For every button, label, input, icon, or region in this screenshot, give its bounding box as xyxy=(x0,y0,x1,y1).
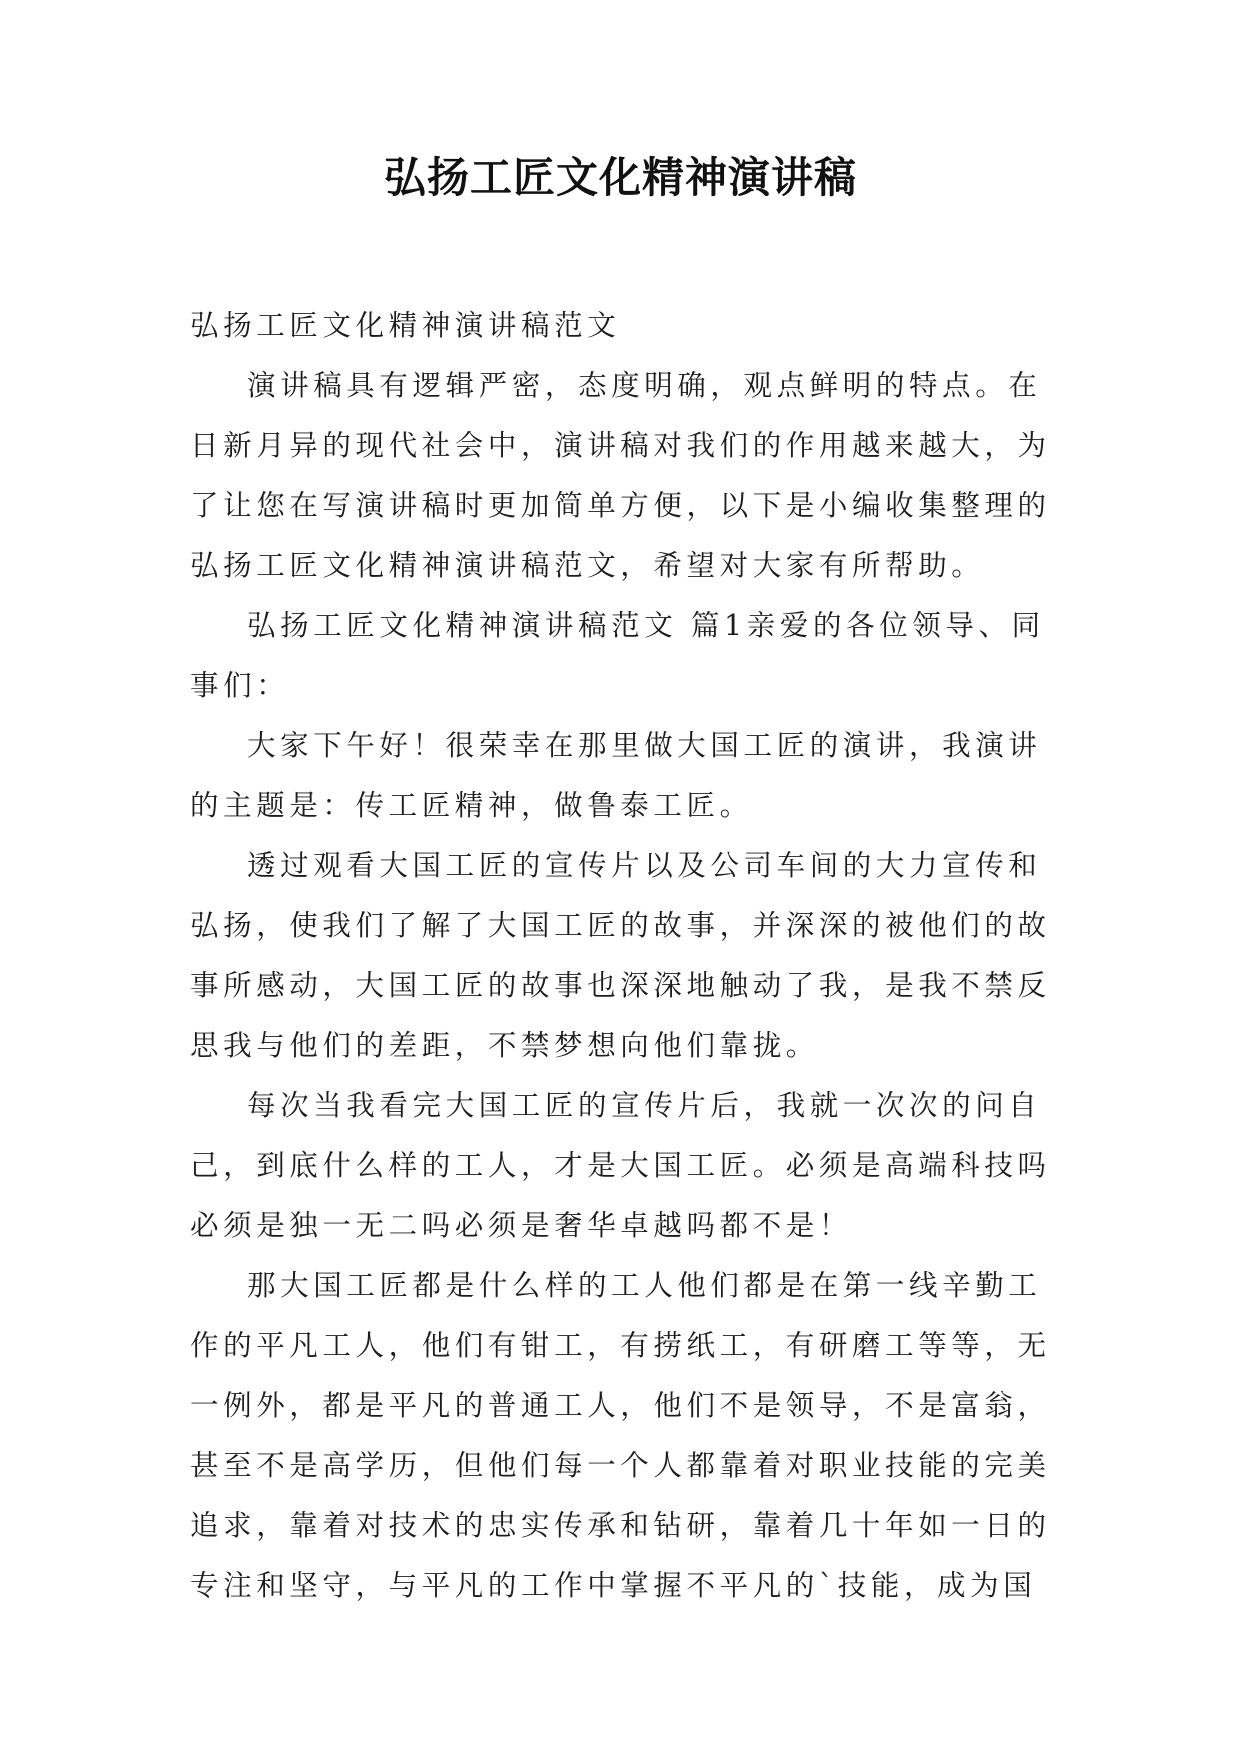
body-paragraph: 那大国工匠都是什么样的工人他们都是在第一线辛勤工作的平凡工人，他们有钳工，有捞纸工，有研磨工等等，无一例外，都是平凡的普通工人，他们不是领导，不是富翁，甚至不是高学历，但他们每一个人都靠着对职业技能的完美追求，靠着对技术的忠实传承和钻研，靠着几十年如一日的专注和坚守，与平凡的工作中掌握不平凡的`技能，成为国 xyxy=(190,1269,1051,1602)
subtitle-paragraph: 弘扬工匠文化精神演讲稿范文 xyxy=(190,309,621,342)
document-title: 弘扬工匠文化精神演讲稿 xyxy=(383,153,857,202)
intro-paragraph: 演讲稿具有逻辑严密，态度明确，观点鲜明的特点。在日新月异的现代社会中，演讲稿对我们的作用越来越大，为了让您在写演讲稿时更加简单方便，以下是小编收集整理的弘扬工匠文化精神演讲稿范文，希望对大家有所帮助。 xyxy=(190,369,1051,582)
section-heading-paragraph: 弘扬工匠文化精神演讲稿范文 篇1亲爱的各位领导、同事们： xyxy=(190,609,1045,702)
document-body xyxy=(190,296,1058,1616)
greeting-paragraph: 大家下午好！很荣幸在那里做大国工匠的演讲，我演讲的主题是：传工匠精神，做鲁泰工匠。 xyxy=(190,729,1042,822)
body-paragraph: 每次当我看完大国工匠的宣传片后，我就一次次的问自己，到底什么样的工人，才是大国工匠。必须是高端科技吗必须是独一无二吗必须是奢华卓越吗都不是！ xyxy=(190,1089,1051,1242)
body-paragraph: 透过观看大国工匠的宣传片以及公司车间的大力宣传和弘扬，使我们了解了大国工匠的故事，并深深的被他们的故事所感动，大国工匠的故事也深深地触动了我，是我不禁反思我与他们的差距，不禁梦想向他们靠拢。 xyxy=(190,849,1051,1062)
